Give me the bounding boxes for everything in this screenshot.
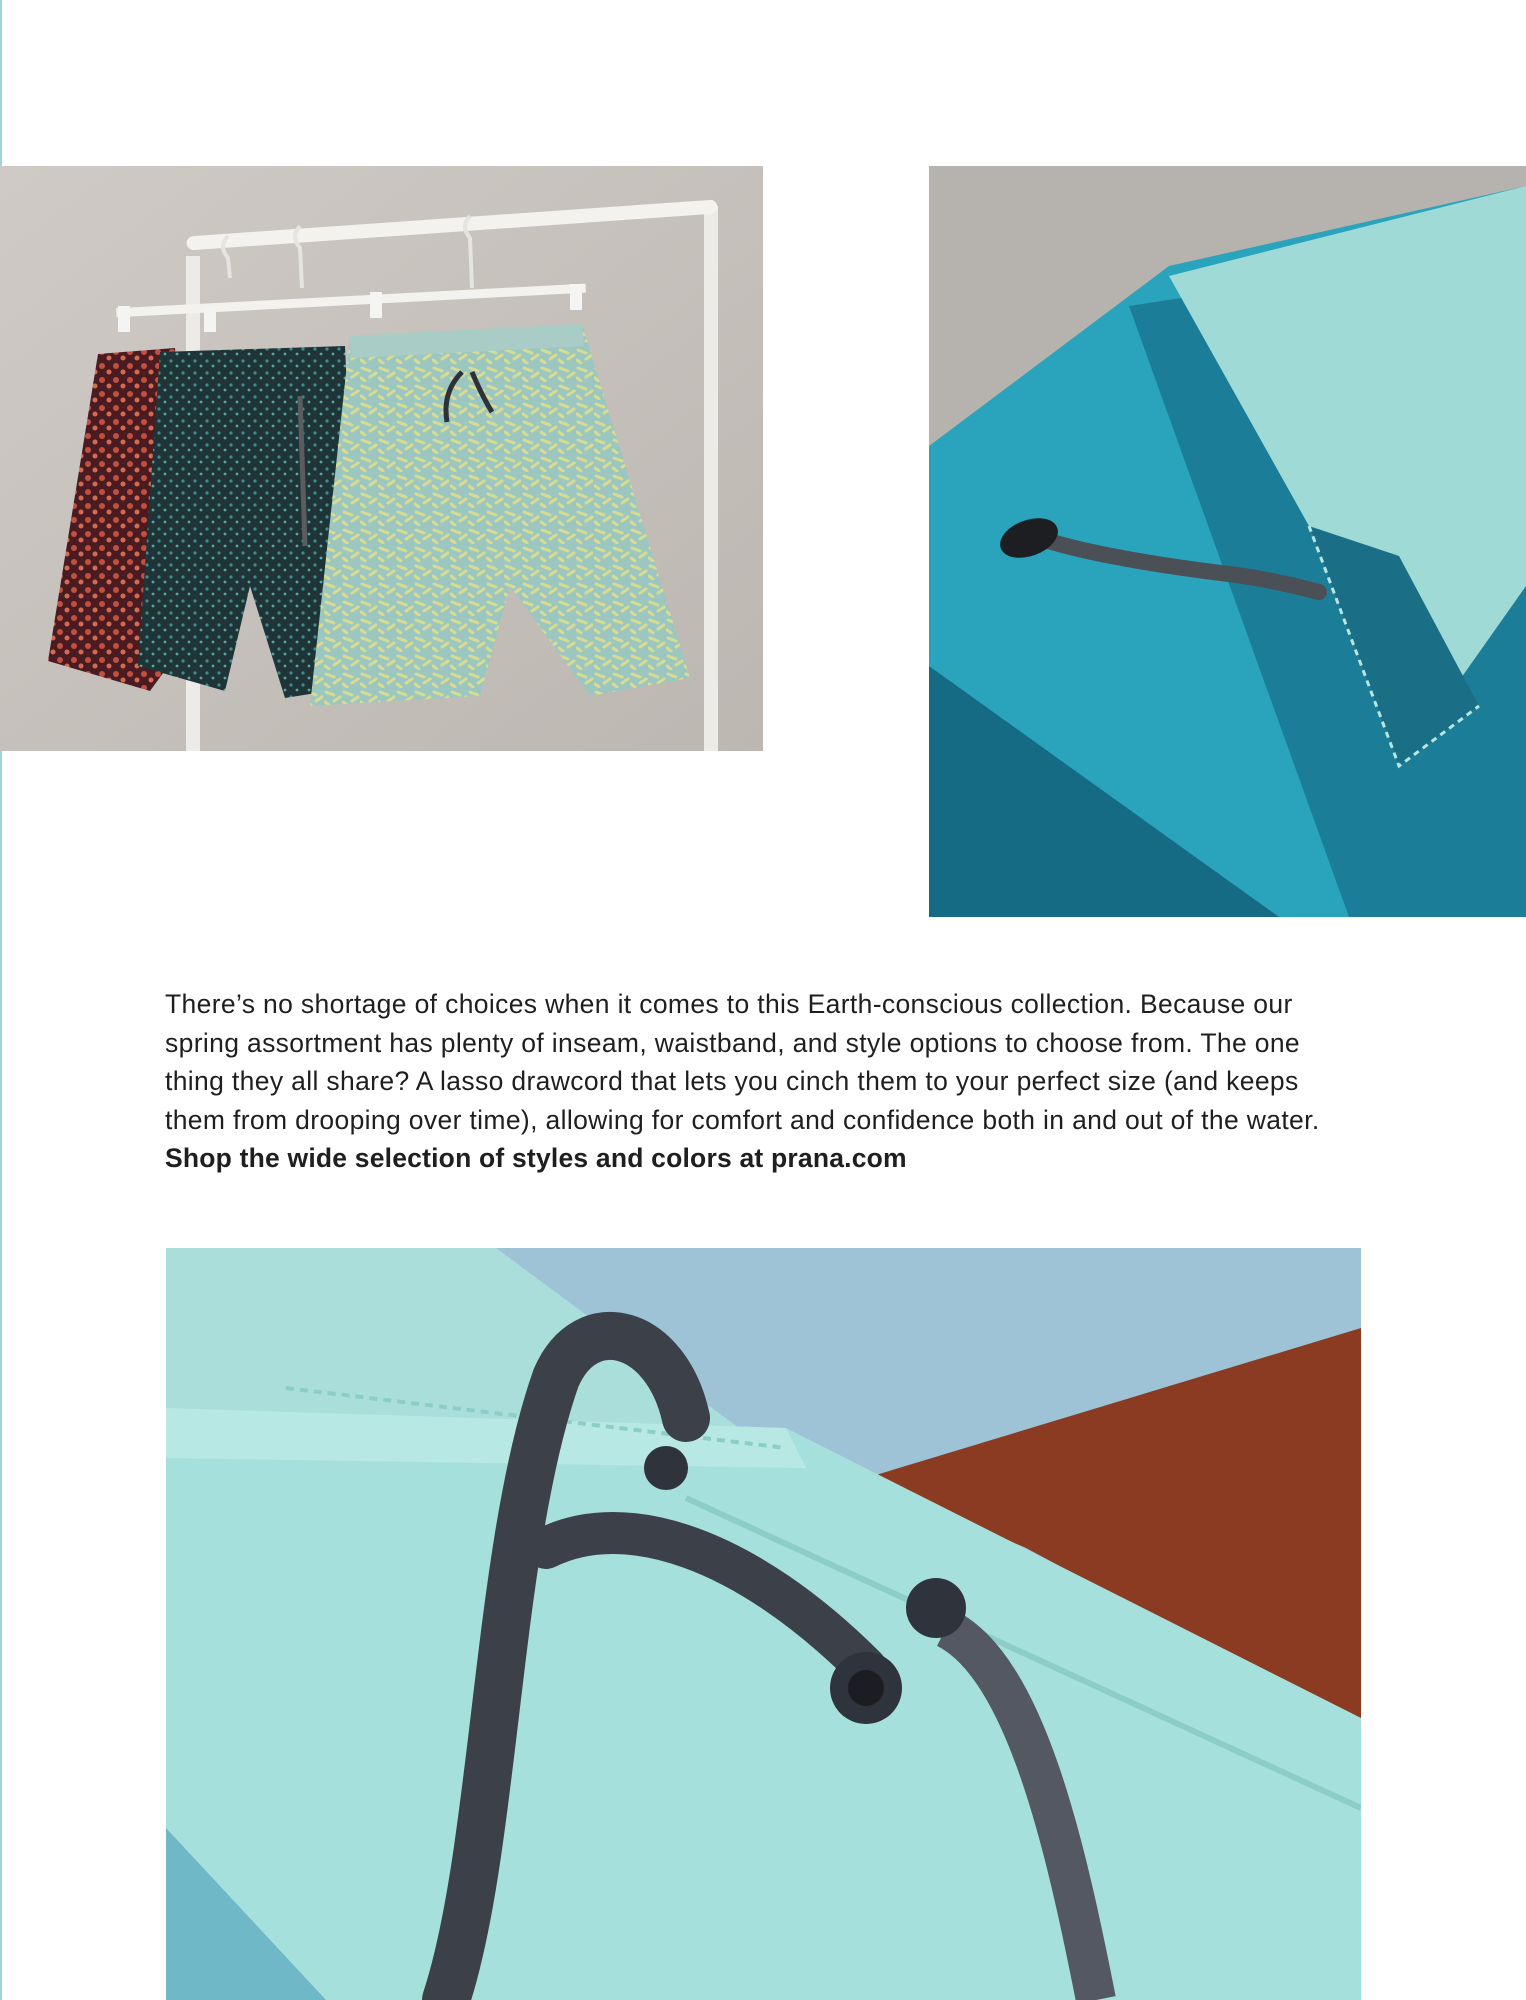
pocket-drawcord-photo (929, 166, 1526, 917)
article-copy (165, 985, 1365, 1178)
body-line-3: thing they all share? A lasso drawcord that lets you cinch them to your perfect size (and keeps (165, 1066, 1299, 1096)
drawcord-closeup-photo (166, 1248, 1361, 2000)
body-line-2: spring assortment has plenty of inseam, waistband, and style options to choose from. The one (165, 1027, 1301, 1058)
body-line-4: them from drooping over time), allowing for comfort and confidence both in and out of the water. (165, 1104, 1320, 1135)
shop-cta: Shop the wide selection of styles and colors at prana.com (165, 1143, 907, 1173)
shorts-rack-photo (0, 166, 763, 751)
body-line-1: There’s no shortage of choices when it comes to this Earth-conscious collection. Because our (165, 989, 1293, 1019)
